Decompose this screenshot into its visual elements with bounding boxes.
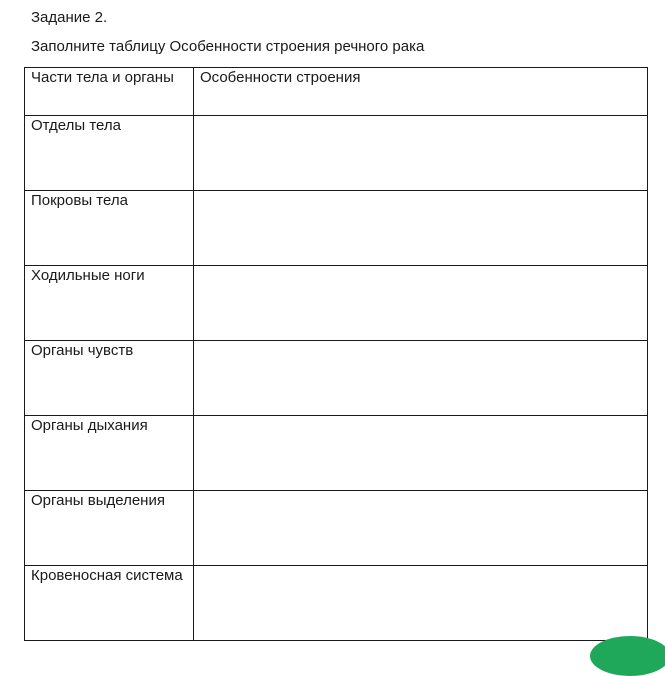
part-label: Ходильные ноги <box>31 267 145 284</box>
features-cell[interactable] <box>194 341 648 416</box>
table-row <box>25 341 648 416</box>
part-cell <box>25 266 194 341</box>
part-cell <box>25 341 194 416</box>
table-row <box>25 566 648 641</box>
table-row <box>25 191 648 266</box>
part-cell <box>25 116 194 191</box>
table-row <box>25 266 648 341</box>
part-label: Кровеносная система <box>31 567 183 584</box>
part-cell <box>25 416 194 491</box>
table-header-row <box>25 68 648 116</box>
features-cell[interactable] <box>194 116 648 191</box>
features-cell[interactable] <box>194 266 648 341</box>
structure-table <box>24 67 648 641</box>
features-cell[interactable] <box>194 491 648 566</box>
green-corner-shape <box>590 636 665 676</box>
features-cell[interactable] <box>194 191 648 266</box>
header-cell-features <box>194 68 648 116</box>
task-title: Задание 2. <box>31 9 108 26</box>
features-cell[interactable] <box>194 566 648 641</box>
part-cell <box>25 491 194 566</box>
table-row <box>25 116 648 191</box>
part-label: Покровы тела <box>31 192 128 209</box>
part-label: Органы выделения <box>31 492 165 509</box>
header-parts-label: Части тела и органы <box>31 69 174 86</box>
part-cell <box>25 566 194 641</box>
header-features-label: Особенности строения <box>200 69 361 86</box>
features-cell[interactable] <box>194 416 648 491</box>
table-row <box>25 491 648 566</box>
header-cell-parts <box>25 68 194 116</box>
task-instruction: Заполните таблицу Особенности строения речного рака <box>31 38 425 55</box>
part-label: Органы чувств <box>31 342 134 359</box>
part-cell <box>25 191 194 266</box>
table-row <box>25 416 648 491</box>
part-label: Органы дыхания <box>31 417 148 434</box>
part-label: Отделы тела <box>31 117 121 134</box>
